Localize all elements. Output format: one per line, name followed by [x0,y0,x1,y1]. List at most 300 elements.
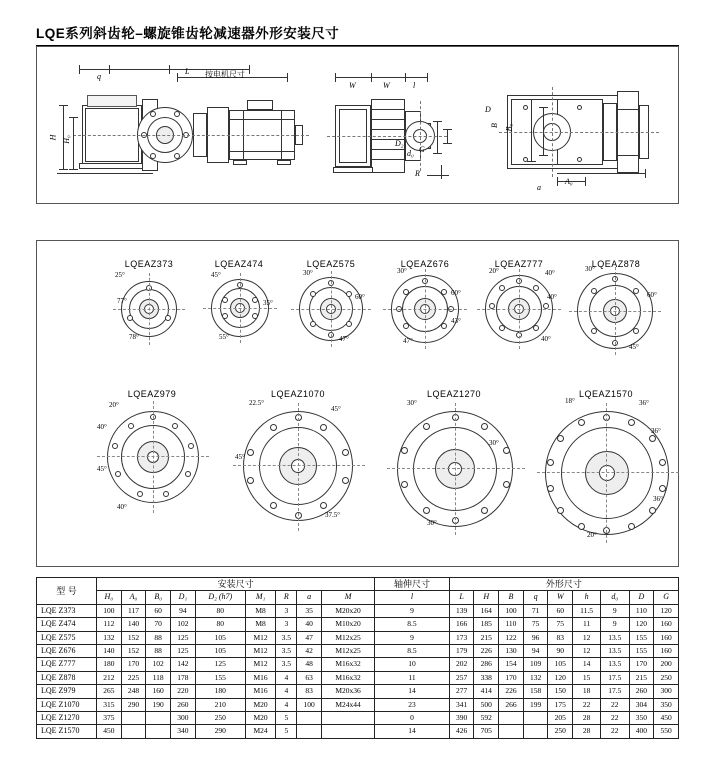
cell-value: 105 [548,658,573,671]
cell-value: 170 [629,658,654,671]
cell-value: 94 [171,604,196,617]
cell-value: 155 [629,645,654,658]
cell-value: 83 [297,685,322,698]
cell-value [523,725,548,738]
cell-value: 226 [474,645,499,658]
cell-value: 173 [449,631,474,644]
cell-model: LQE Z1570 [37,725,97,738]
flange-title-0: LQEAZ373 [124,259,174,269]
cell-value: 105 [195,645,245,658]
table-row [37,698,679,711]
flange-angle-7-2: 45° [235,453,245,461]
col-header-D: D [629,591,654,604]
cell-model: LQE Z979 [37,685,97,698]
cell-value: 110 [629,604,654,617]
cell-value: M20x36 [321,685,374,698]
flange-angle-9-4: 20° [587,531,597,539]
cell-value: 180 [195,685,245,698]
table-group-header-row [37,578,679,591]
cell-value: M16x32 [321,658,374,671]
cell-value: 257 [449,671,474,684]
flange-angle-8-0: 30° [407,399,417,407]
flange-angle-9-2: 36° [651,427,661,435]
cell-value: 14 [573,658,601,671]
dim-label-W2: W [383,81,390,90]
flange-title-9: LQEAZ1570 [578,389,634,399]
cell-value [321,712,374,725]
cell-value: 225 [121,671,146,684]
cell-value: 11 [375,671,450,684]
cell-value: 117 [121,604,146,617]
cell-value: 88 [146,631,171,644]
col-header-B0: B₀ [146,591,171,604]
cell-value: 60 [548,604,573,617]
cell-value: 3.5 [276,658,297,671]
col-header-G: G [654,591,679,604]
flange-diagram-8 [379,389,529,559]
cell-value: 47 [297,631,322,644]
cell-value [297,712,322,725]
flange-angle-5-0: 30° [585,265,595,273]
dim-label-d0: d₀ [407,149,414,158]
table-row [37,631,679,644]
col-group-outline: 外形尺寸 [449,578,678,591]
flange-angle-1-2: 55° [219,333,229,341]
dim-label-G: G [419,145,425,154]
cell-value: 110 [499,618,524,631]
flange-title-7: LQEAZ1070 [270,389,326,399]
cell-value: 60 [146,604,171,617]
col-header-H0: H₀ [97,591,122,604]
flange-angle-0-0: 25° [115,271,125,279]
cell-value: 13.5 [601,645,629,658]
flange-angle-3-3: 47° [403,337,413,345]
flange-angle-3-0: 30° [397,267,407,275]
cell-value: M12 [245,645,276,658]
cell-value: 154 [499,658,524,671]
flange-angle-9-3: 36° [653,495,663,503]
col-header-A0: A₀ [121,591,146,604]
cell-value: M8 [245,604,276,617]
flange-angle-1-0: 45° [211,271,221,279]
flange-diagram-0 [99,259,199,369]
cell-value [523,712,548,725]
cell-value: 390 [449,712,474,725]
cell-value: 170 [121,658,146,671]
flange-angle-3-1: 60° [451,289,461,297]
flange-angle-2-0: 30° [303,269,313,277]
cell-value: 100 [499,604,524,617]
dim-label-H0: H₀ [61,135,71,144]
cell-value: 3 [276,604,297,617]
col-header-R: R [276,591,297,604]
cell-value: 18 [573,685,601,698]
flange-angle-2-2: 47° [339,335,349,343]
cell-value: 125 [171,645,196,658]
cell-value: 3.5 [276,631,297,644]
cell-value: 500 [474,698,499,711]
cell-value [121,725,146,738]
flange-title-4: LQEAZ777 [494,259,544,269]
cell-value: 220 [171,685,196,698]
cell-value: 112 [97,618,122,631]
cell-value: 42 [297,645,322,658]
cell-value: 22 [601,712,629,725]
dim-label-R: R [415,169,420,178]
cell-value: 22 [601,698,629,711]
flange-title-2: LQEAZ575 [306,259,356,269]
cell-value [499,712,524,725]
cell-value: 80 [195,618,245,631]
cell-value: M20 [245,698,276,711]
cell-value: 4 [276,671,297,684]
flange-angle-8-1: 30° [489,439,499,447]
table-row [37,645,679,658]
dim-label-A0: A₀ [565,177,573,186]
cell-value: M16 [245,685,276,698]
cell-value: 286 [474,658,499,671]
cell-value: 140 [121,618,146,631]
cell-value: 120 [629,618,654,631]
cell-value: 205 [548,712,573,725]
table-row [37,685,679,698]
cell-value: 75 [548,618,573,631]
flange-diagram-4 [467,259,571,369]
spec-table [36,577,679,739]
table-row [37,725,679,738]
cell-value: 14 [375,725,450,738]
cell-value: 426 [449,725,474,738]
cell-value [146,725,171,738]
cell-value: 450 [654,712,679,725]
cell-value: 160 [146,685,171,698]
dim-label-l: l [413,81,416,90]
cell-value [321,725,374,738]
flange-diagrams-frame [36,240,679,567]
flange-diagram-5 [561,259,671,369]
flange-angle-0-2: 78° [129,333,139,341]
cell-value: 705 [474,725,499,738]
table-row [37,658,679,671]
flange-angle-2-1: 60° [355,293,365,301]
cell-value: 226 [499,685,524,698]
cell-value: 118 [146,671,171,684]
cell-value: 90 [548,645,573,658]
flange-angle-7-1: 45° [331,405,341,413]
cell-value: 9 [375,604,450,617]
cell-value: M12 [245,631,276,644]
flange-angle-1-1: 35° [263,299,273,307]
cell-value: 23 [375,698,450,711]
cell-value: 83 [548,631,573,644]
cell-value: 212 [97,671,122,684]
dim-label-B0: B₀ [504,123,514,132]
dim-label-H: H [48,134,58,141]
flange-angle-4-1: 40° [545,269,555,277]
cell-value: 22 [573,698,601,711]
cell-value: M16x32 [321,671,374,684]
cell-value: 160 [654,618,679,631]
dim-label-W1: W [349,81,356,90]
cell-value: 190 [146,698,171,711]
cell-value: 96 [523,631,548,644]
cell-value: 250 [548,725,573,738]
cell-value: 63 [297,671,322,684]
cell-value: 48 [297,658,322,671]
cell-value: 139 [449,604,474,617]
flange-diagram-3 [373,259,477,369]
flange-angle-7-3: 37.5° [325,511,341,519]
cell-value: 11 [573,618,601,631]
col-header-M1: M₁ [245,591,276,604]
cell-value: M12x25 [321,645,374,658]
table-row [37,604,679,617]
cell-value: M24x44 [321,698,374,711]
flange-angle-4-0: 20° [489,267,499,275]
cell-value: 152 [121,631,146,644]
cell-value: 5 [276,725,297,738]
cell-model: LQE Z1070 [37,698,97,711]
cell-value: 550 [654,725,679,738]
cell-value: 12 [573,631,601,644]
cell-value: 120 [654,604,679,617]
cell-value: M20 [245,712,276,725]
cell-value: 105 [195,631,245,644]
cell-value: 304 [629,698,654,711]
cell-value: M16 [245,671,276,684]
dim-label-a: a [537,183,541,192]
cell-value: 102 [146,658,171,671]
cell-value: 250 [654,671,679,684]
cell-value: 28 [573,725,601,738]
cell-value: 375 [97,712,122,725]
col-header-L: L [449,591,474,604]
cell-value: M10x20 [321,618,374,631]
cell-value: 150 [548,685,573,698]
cell-value: 300 [171,712,196,725]
col-header-model: 型 号 [37,578,97,605]
cell-model: LQE Z373 [37,604,97,617]
table-row [37,671,679,684]
cell-value: 158 [523,685,548,698]
cell-value: 11.5 [573,604,601,617]
col-header-l: l [375,591,450,604]
dim-label-q: q [97,72,101,81]
cell-value: 152 [121,645,146,658]
cell-value: 180 [97,658,122,671]
cell-value: M24 [245,725,276,738]
cell-value: 142 [171,658,196,671]
col-header-a: a [297,591,322,604]
cell-model: LQE Z575 [37,631,97,644]
flange-angle-6-3: 40° [117,503,127,511]
cell-value: 265 [97,685,122,698]
cell-value: 140 [97,645,122,658]
table-header-row [37,591,679,604]
cell-value: 200 [654,658,679,671]
cell-value: 70 [146,618,171,631]
cell-value [146,712,171,725]
flange-angle-6-0: 20° [109,401,119,409]
flange-diagram-1 [189,259,289,369]
cell-value: 450 [97,725,122,738]
col-header-H: H [474,591,499,604]
cell-value: 160 [654,631,679,644]
col-header-M: M [321,591,374,604]
cell-value: 109 [523,658,548,671]
col-header-B: B [499,591,524,604]
cell-value: M12x25 [321,631,374,644]
flange-angle-7-0: 22.5° [249,399,265,407]
cell-value: 5 [276,712,297,725]
cell-value: 13.5 [601,658,629,671]
cell-value: 4 [276,698,297,711]
dim-label-L: L [185,67,190,76]
top-drawing-frame [36,46,679,204]
flange-angle-3-2: 43° [451,317,461,325]
flange-angle-9-0: 18° [565,397,575,405]
cell-value: 250 [195,712,245,725]
cell-value: 338 [474,671,499,684]
col-header-D1: D₁ [171,591,196,604]
col-header-q: q [523,591,548,604]
cell-value: 132 [523,671,548,684]
table-row [37,618,679,631]
cell-value: 9 [375,631,450,644]
page-title-bar [36,22,679,46]
cell-value: 248 [121,685,146,698]
cell-value: 125 [171,631,196,644]
cell-value: 290 [121,698,146,711]
cell-value: 94 [523,645,548,658]
flange-diagram-6 [87,389,217,549]
cell-value: 100 [297,698,322,711]
cell-value: 8.5 [375,645,450,658]
flange-diagram-7 [223,389,373,559]
col-header-D2: D₂ (h7) [195,591,245,604]
col-group-shaft: 轴伸尺寸 [375,578,450,591]
cell-value: 202 [449,658,474,671]
cell-value: 164 [474,604,499,617]
cell-value: 400 [629,725,654,738]
cell-value: 260 [171,698,196,711]
cell-model: LQE Z1270 [37,712,97,725]
flange-angle-6-1: 40° [97,423,107,431]
dim-label-D: D [485,105,491,114]
cell-model: LQE Z878 [37,671,97,684]
cell-value: 290 [195,725,245,738]
cell-value: 178 [171,671,196,684]
table-row [37,712,679,725]
cell-value: 75 [523,618,548,631]
cell-value: 414 [474,685,499,698]
flange-angle-4-2: 40° [547,293,557,301]
cell-value: 9 [601,604,629,617]
cell-value: 185 [474,618,499,631]
cell-value: 215 [629,671,654,684]
cell-value: 277 [449,685,474,698]
cell-value: 71 [523,604,548,617]
dim-label-B: B [489,123,499,128]
col-header-h: h [573,591,601,604]
flange-angle-8-2: 30° [427,519,437,527]
flange-angle-9-1: 36° [639,399,649,407]
flange-title-6: LQEAZ979 [127,389,177,399]
col-group-install: 安装尺寸 [97,578,375,591]
cell-value: 350 [654,698,679,711]
flange-angle-4-3: 40° [541,335,551,343]
cell-value: 350 [629,712,654,725]
cell-value: 175 [548,698,573,711]
col-header-W: W [548,591,573,604]
cell-value: 315 [97,698,122,711]
flange-angle-5-2: 45° [629,343,639,351]
cell-value: 8.5 [375,618,450,631]
cell-value: 340 [171,725,196,738]
cell-value: 199 [523,698,548,711]
cell-value: 592 [474,712,499,725]
flange-title-8: LQEAZ1270 [426,389,482,399]
cell-value: 210 [195,698,245,711]
flange-diagram-2 [279,259,383,369]
cell-value: 17.5 [601,685,629,698]
flange-title-3: LQEAZ676 [400,259,450,269]
cell-value: 266 [499,698,524,711]
flange-angle-5-1: 60° [647,291,657,299]
col-header-d0: d₀ [601,591,629,604]
cell-value [297,725,322,738]
cell-value: 35 [297,604,322,617]
cell-value: 28 [573,712,601,725]
cell-value: 300 [654,685,679,698]
flange-angle-0-1: 77° [117,297,127,305]
cell-value [499,725,524,738]
cell-value: 130 [499,645,524,658]
cell-value: 122 [499,631,524,644]
cell-value: M20x20 [321,604,374,617]
cell-value [121,712,146,725]
cell-value: 179 [449,645,474,658]
cell-value: 22 [601,725,629,738]
dim-label-motor: 按电机尺寸 [205,70,245,79]
flange-title-1: LQEAZ474 [214,259,264,269]
cell-value: 160 [654,645,679,658]
cell-value: 125 [195,658,245,671]
flange-diagram-9 [531,389,681,559]
cell-value: 260 [629,685,654,698]
cell-value: 10 [375,658,450,671]
cell-value: 3 [276,618,297,631]
cell-value: 155 [629,631,654,644]
cell-value: 170 [499,671,524,684]
cell-value: 166 [449,618,474,631]
cell-model: LQE Z474 [37,618,97,631]
flange-title-5: LQEAZ878 [591,259,641,269]
cell-value: M12 [245,658,276,671]
cell-value: 40 [297,618,322,631]
cell-value: 12 [573,645,601,658]
cell-value: 88 [146,645,171,658]
cell-value: 341 [449,698,474,711]
cell-value: 15 [573,671,601,684]
cell-value: 0 [375,712,450,725]
cell-value: 102 [171,618,196,631]
cell-value: 9 [601,618,629,631]
flange-angle-6-2: 45° [97,465,107,473]
cell-value: 215 [474,631,499,644]
cell-value: 120 [548,671,573,684]
cell-value: 4 [276,685,297,698]
